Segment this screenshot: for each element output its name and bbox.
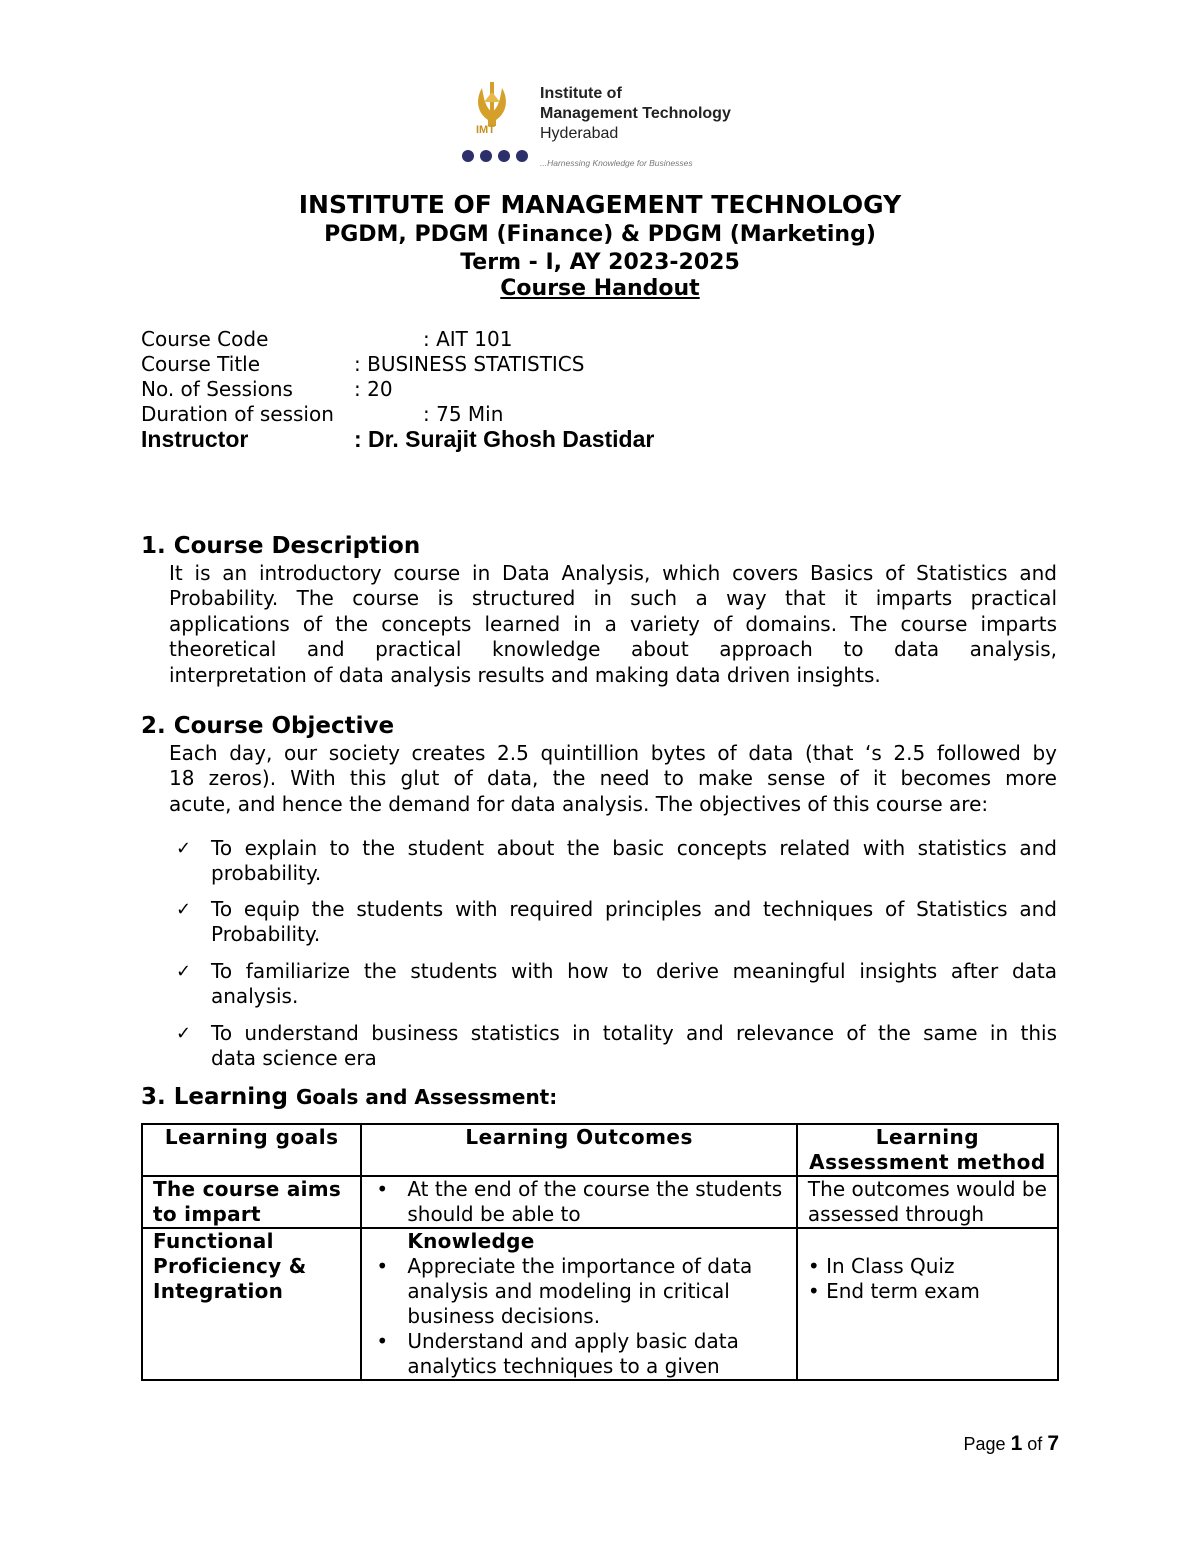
imt-emblem-icon xyxy=(462,80,538,172)
objective-line: To explain to the student about the basic concepts related with statistics and xyxy=(211,836,1057,860)
of-word: of xyxy=(1027,1434,1043,1454)
section-1-heading: 1. Course Description xyxy=(141,533,421,559)
course-code-value: : AIT 101 xyxy=(423,327,513,351)
duration-row xyxy=(141,402,504,427)
row2-goal: Functional Proficiency & Integration xyxy=(142,1228,361,1380)
checkmark-icon: ✓ xyxy=(176,1023,192,1044)
checkmark-icon: ✓ xyxy=(176,961,192,982)
page-total: 7 xyxy=(1047,1432,1059,1455)
objective-intro-line: Each day, our society creates 2.5 quintillion bytes of data (that ‘s 2.5 followed by xyxy=(169,741,1057,765)
course-title-value: : BUSINESS STATISTICS xyxy=(354,352,585,376)
course-title-label: Course Title xyxy=(141,352,261,376)
header-learning-goals: Learning goals xyxy=(142,1124,361,1176)
checkmark-icon: ✓ xyxy=(176,838,192,859)
logo-line-3: Hyderabad xyxy=(540,125,619,142)
section-3-heading-rest: Goals and Assessment: xyxy=(295,1085,558,1109)
row2-outcome-heading: Knowledge xyxy=(407,1229,535,1253)
page-number: 1 xyxy=(1010,1432,1023,1455)
objective-line: probability. xyxy=(211,861,322,885)
sessions-value: : 20 xyxy=(354,377,393,401)
objective-line: To equip the students with required principles and techniques of Statistics and xyxy=(211,897,1057,921)
description-line: theoretical and practical knowledge about approach to data analysis, xyxy=(169,637,1057,662)
logo-tagline: ...Harnessing Knowledge for Businesses xyxy=(540,158,693,168)
logo-imt-label: IMT xyxy=(476,124,495,136)
section-3-heading xyxy=(141,1084,557,1110)
table-row xyxy=(142,1228,1058,1380)
programmes-title: PGDM, PDGM (Finance) & PDGM (Marketing) xyxy=(324,222,876,247)
page-word: Page xyxy=(963,1434,1006,1454)
table-header-row xyxy=(142,1124,1058,1176)
header-learning-outcomes: Learning Outcomes xyxy=(361,1124,797,1176)
logo-line-1: Institute of xyxy=(540,85,622,102)
row2-outcomes xyxy=(361,1228,797,1380)
objective-line: To understand business statistics in totality and relevance of the same in this xyxy=(211,1021,1057,1045)
description-line: interpretation of data analysis results and making data driven insights. xyxy=(169,662,881,687)
course-code-row xyxy=(141,327,513,352)
logo-institute-name xyxy=(540,84,731,144)
duration-value: : 75 Min xyxy=(423,402,504,426)
instructor-label: Instructor xyxy=(141,426,249,452)
row1-outcome xyxy=(361,1176,797,1228)
sessions-row xyxy=(141,377,393,402)
row1-assessment: The outcomes would be assessed through xyxy=(797,1176,1058,1228)
course-code-label: Course Code xyxy=(141,327,269,351)
checkmark-icon: ✓ xyxy=(176,899,192,920)
section-2-heading: 2. Course Objective xyxy=(141,713,395,739)
section-3-heading-bold: 3. Learning xyxy=(141,1084,288,1110)
objective-intro-line: acute, and hence the demand for data analysis. The objectives of this course are: xyxy=(169,791,989,816)
course-description-text xyxy=(169,561,1057,688)
instructor-row xyxy=(141,426,655,452)
row2-outcome-item: • Appreciate the importance of data analysis and modeling in critical business decisions. xyxy=(372,1254,786,1329)
objective-line: data science era xyxy=(211,1046,377,1070)
sessions-label: No. of Sessions xyxy=(141,377,293,401)
header-assessment-method: Learning Assessment method xyxy=(797,1124,1058,1176)
description-line: It is an introductory course in Data Analysis, which covers Basics of Statistics and xyxy=(169,561,1057,585)
objective-line: Probability. xyxy=(211,922,321,946)
page-footer xyxy=(964,1432,1059,1456)
term-title: Term - I, AY 2023-2025 xyxy=(460,250,740,275)
course-title-row xyxy=(141,352,585,377)
objective-intro-line: 18 zeros). With this glut of data, the need to make sense of it becomes more xyxy=(169,766,1057,791)
institute-title: INSTITUTE OF MANAGEMENT TECHNOLOGY xyxy=(298,190,902,219)
logo-line-2: Management Technology xyxy=(540,105,731,122)
learning-goals-table xyxy=(141,1123,1059,1381)
description-line: applications of the concepts learned in a variety of domains. The course imparts xyxy=(169,611,1057,636)
row1-outcome-item: • At the end of the course the students should be able to xyxy=(372,1177,786,1227)
document-title: Course Handout xyxy=(500,276,700,301)
instructor-value: : Dr. Surajit Ghosh Dastidar xyxy=(354,426,655,452)
table-row xyxy=(142,1176,1058,1228)
duration-label: Duration of session xyxy=(141,402,334,426)
row2-outcome-item: • Understand and apply basic data analytics techniques to a given xyxy=(372,1329,786,1379)
objective-line: analysis. xyxy=(211,984,299,1008)
assessment-item: • End term exam xyxy=(807,1279,980,1303)
description-line: Probability. The course is structured in such a way that it imparts practical xyxy=(169,586,1057,611)
course-objective-text xyxy=(169,741,1057,817)
row1-goal: The course aims to impart xyxy=(142,1176,361,1228)
imt-logo xyxy=(462,80,752,172)
assessment-item: • In Class Quiz xyxy=(807,1254,955,1278)
row2-assessments xyxy=(797,1228,1058,1380)
objective-line: To familiarize the students with how to derive meaningful insights after data xyxy=(211,959,1057,983)
